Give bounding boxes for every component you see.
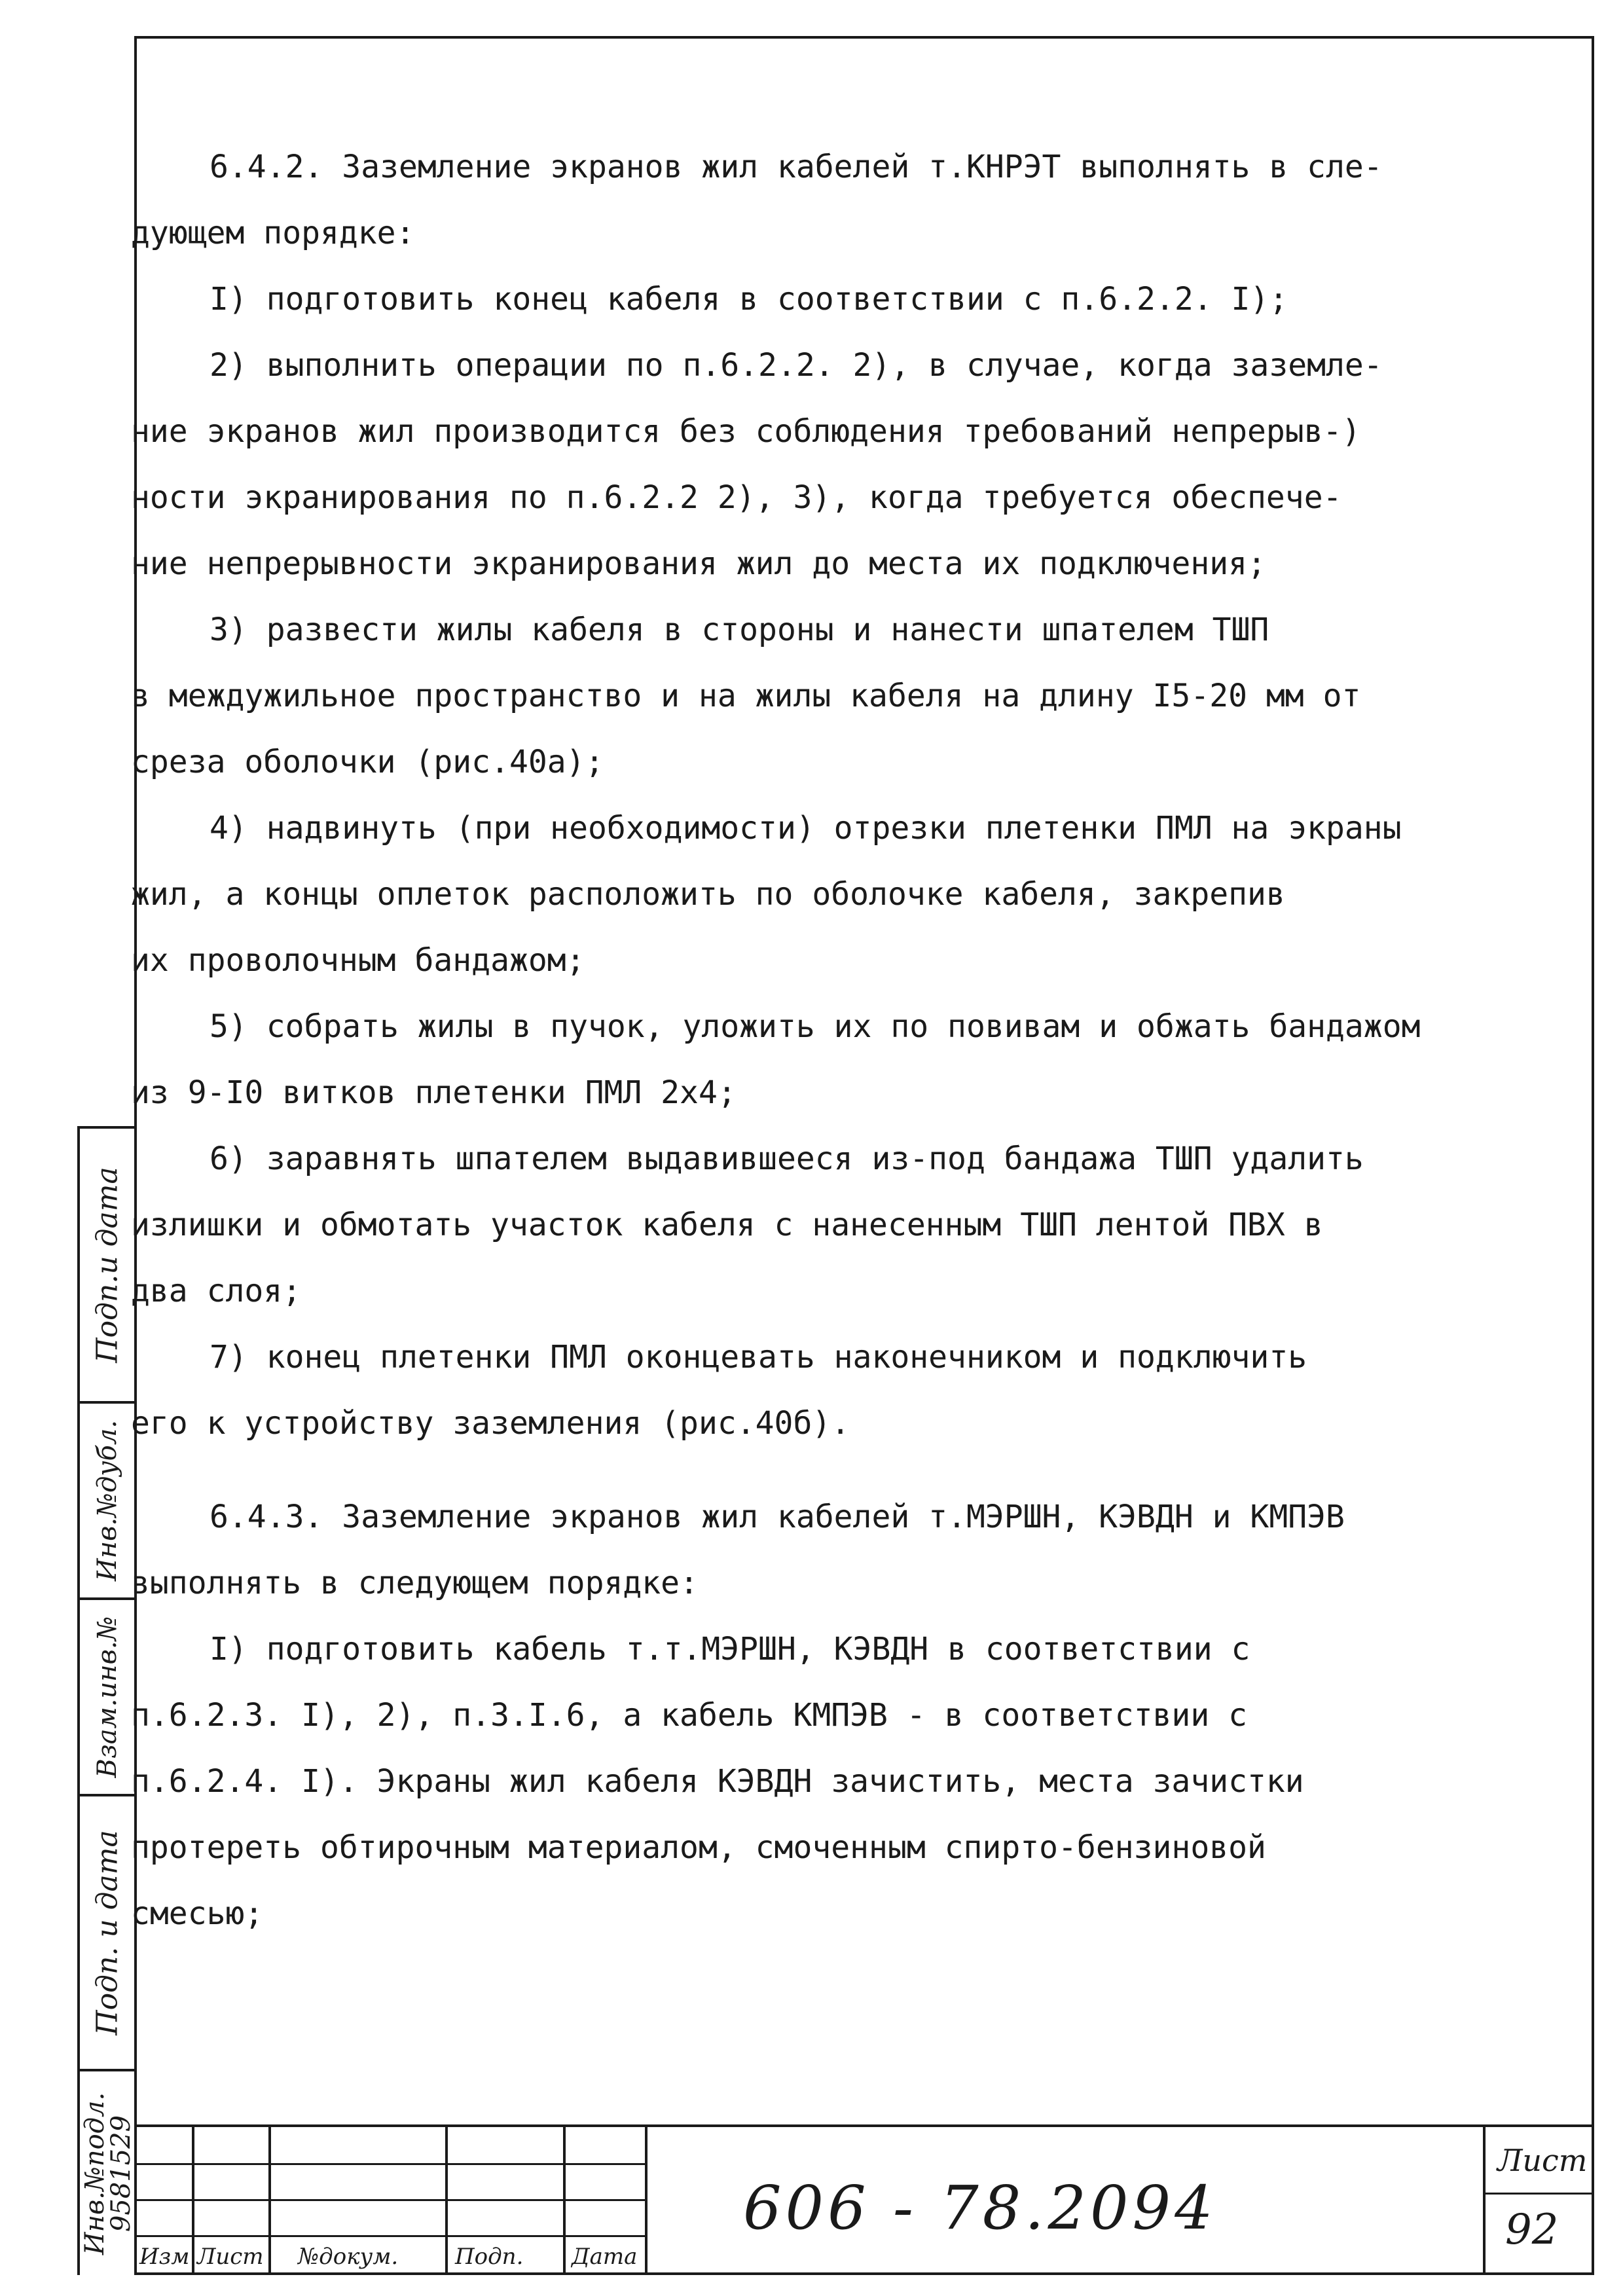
document-body [131,134,1571,1947]
side-cell-inv-podl [80,2069,137,2275]
step-2-line-2: ние экранов жил производится без соблюдения требований непрерыв-) [131,413,1361,450]
col-izm: Изм [139,2244,190,2270]
item-1-line-5: смесью; [131,1895,264,1932]
side-stamp-strip [77,1126,137,2275]
step-5-line-1: 5) собрать жилы в пучок, уложить их по повивам и обжать бандажом [210,1008,1421,1045]
side-label-inv-podl: Инв.№подл. [80,2092,111,2255]
section-6-4-3-line-2: выполнять в следующем порядке: [131,1565,699,1601]
step-5-line-2: из 9-I0 витков плетенки ПМЛ 2х4; [131,1074,737,1111]
section-6-4-2-line-1: 6.4.2. Заземление экранов жил кабелей т.КНРЭТ выполнять в сле- [210,149,1383,185]
step-7-line-2: его к устройству заземления (рис.40б). [131,1405,850,1442]
step-7-line-1: 7) конец плетенки ПМЛ оконцевать наконечником и подключить [210,1339,1307,1376]
item-1-line-2: п.6.2.3. I), 2), п.3.I.6, а кабель КМПЭВ - в соответствии с [131,1697,1248,1734]
side-cell-podp-data-1 [80,1126,134,1401]
side-cell-vzam-inv [80,1597,134,1794]
step-4-line-2: жил, а концы оплеток расположить по оболочке кабеля, закрепив [131,876,1285,913]
step-3-line-1: 3) развести жилы кабеля в стороны и нанести шпателем ТШП [210,611,1269,648]
sheet-label: Лист [1497,2143,1588,2178]
item-1-line-4: протереть обтирочным материалом, смоченным спирто-бензиновой [131,1829,1266,1866]
document-number: 606 - 78.2094 [743,2173,1217,2243]
side-value-inv-podl: 9581529 [106,2115,137,2232]
side-cell-podp-data-2 [80,1794,134,2069]
step-4-line-1: 4) надвинуть (при необходимости) отрезки плетенки ПМЛ на экраны [210,810,1402,847]
section-6-4-2-line-2: дующем порядке: [131,215,415,251]
title-block [134,2124,1594,2275]
step-3-line-3: среза оболочки (рис.40а); [131,744,604,780]
sheet-box [1483,2127,1594,2275]
step-6-line-2: излишки и обмотать участок кабеля с нанесенным ТШП лентой ПВХ в [131,1207,1323,1243]
step-3-line-2: в междужильное пространство и на жилы кабеля на длину I5-20 мм от [131,678,1361,714]
side-cell-inv-dubl [80,1401,134,1597]
side-label-inv-dubl: Инв.№дубл. [92,1419,122,1582]
col-ndokum: №докум. [298,2244,399,2270]
side-label-vzam-inv: Взам.инв.№ [92,1616,122,1778]
item-1-line-1: I) подготовить кабель т.т.МЭРШН, КЭВДН в соответствии с [210,1631,1250,1667]
side-label-podp-data-2: Подп. и дата [90,1830,124,2035]
step-4-line-3: их проволочным бандажом; [131,942,585,979]
revision-grid [134,2127,645,2275]
col-data: Дата [572,2244,638,2270]
item-1-line-3: п.6.2.4. I). Экраны жил кабеля КЭВДН зачистить, места зачистки [131,1763,1304,1800]
step-2-line-4: ние непрерывности экранирования жил до места их подключения; [131,545,1266,582]
step-1: I) подготовить конец кабеля в соответствии с п.6.2.2. I); [210,281,1288,318]
step-6-line-1: 6) заравнять шпателем выдавившееся из-под бандажа ТШП удалить [210,1140,1364,1177]
col-podp: Подп. [455,2244,524,2270]
side-label-podp-data-1: Подп.и дата [90,1167,124,1363]
step-2-line-1: 2) выполнить операции по п.6.2.2. 2), в случае, когда заземле- [210,347,1383,384]
col-list: Лист [197,2244,264,2270]
section-6-4-3-line-1: 6.4.3. Заземление экранов жил кабелей т.МЭРШН, КЭВДН и КМПЭВ [210,1499,1345,1535]
sheet-number: 92 [1505,2206,1559,2254]
step-6-line-3: два слоя; [131,1273,302,1309]
step-2-line-3: ности экранирования по п.6.2.2 2), 3), когда требуется обеспече- [131,479,1342,516]
